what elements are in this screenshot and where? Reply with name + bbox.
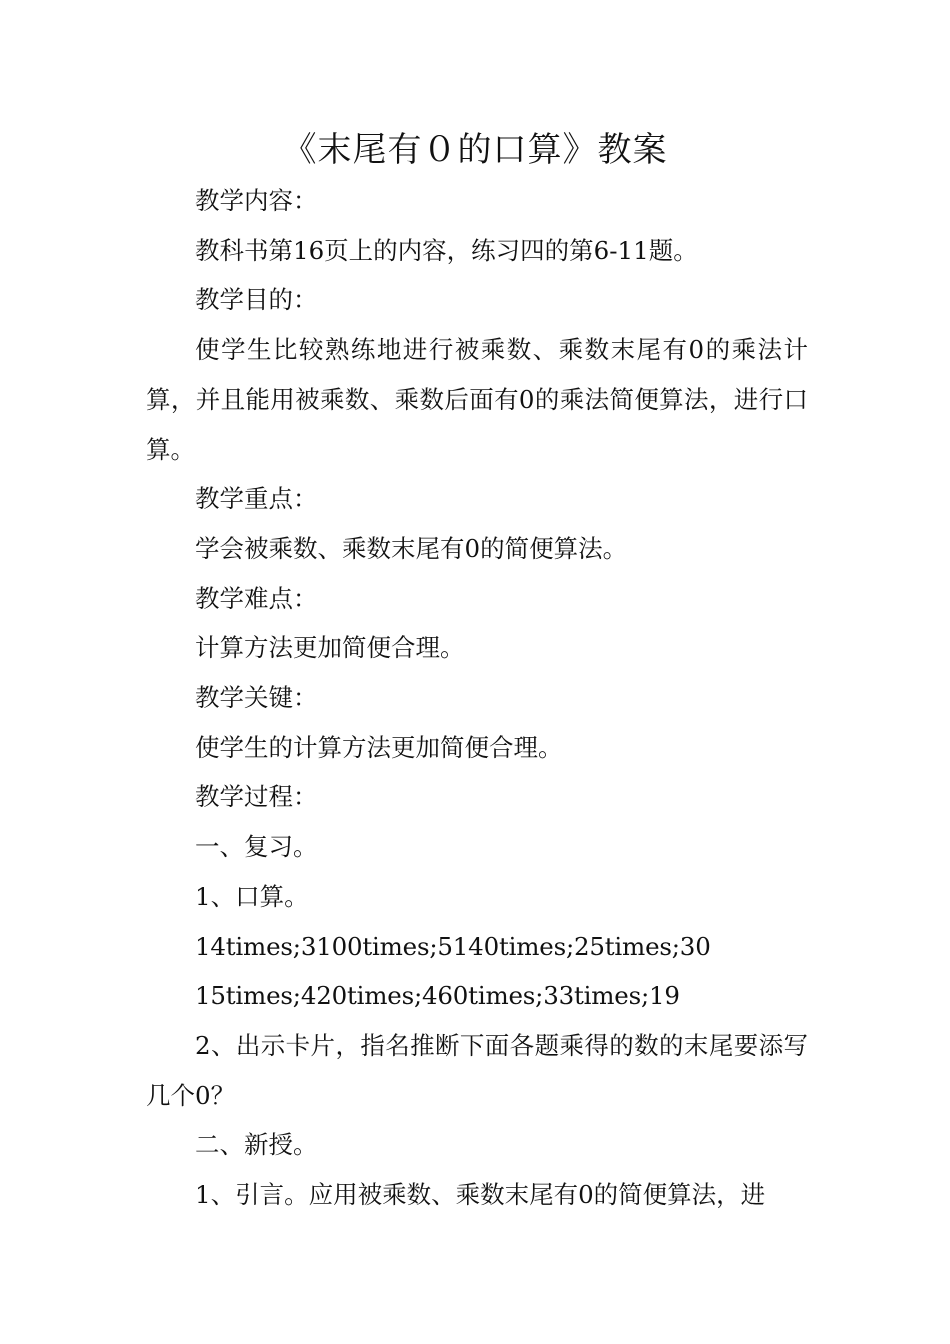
paragraph-difficulty-label: 教学难点： [195,583,318,613]
paragraph-review-heading: 一、复习。 [195,832,318,862]
paragraph-new-lesson-heading: 二、新授。 [195,1130,318,1160]
paragraph-key: 使学生的计算方法更加简便合理。 [195,732,563,762]
paragraph-teaching-goal: 使学生比较熟练地进行被乘数、乘数末尾有0的乘法计算，并且能用被乘数、乘数后面有0的乘法简便算法，进行口算。 [146,335,808,464]
paragraph-introduction: 1、引言。应用被乘数、乘数末尾有0的简便算法，进 [195,1180,766,1210]
paragraph-card-question: 2、出示卡片，指名推断下面各题乘得的数的末尾要添写几个0？ [146,1030,808,1110]
paragraph-key-point-label: 教学重点： [195,484,318,514]
paragraph-oral-calc-line-2: 15times;420times;460times;33times;19 [195,981,680,1011]
paragraph-key-label: 教学关键： [195,683,318,713]
paragraph-oral-calc-line-1: 14times;3100times;5140times;25times;30 [195,931,711,961]
paragraph-oral-calc: 1、口算。 [195,881,309,911]
paragraph-teaching-content: 教科书第16页上的内容，练习四的第6-11题。 [195,235,698,265]
paragraph-process-label: 教学过程： [195,782,318,812]
document-title: 《末尾有０的口算》教案 [282,130,668,170]
paragraph-teaching-content-label: 教学内容： [195,186,318,215]
paragraph-teaching-goal-label: 教学目的： [195,285,318,315]
document-body [146,176,808,1220]
paragraph-difficulty: 计算方法更加简便合理。 [195,633,465,663]
paragraph-key-point: 学会被乘数、乘数末尾有0的简便算法。 [195,533,628,563]
